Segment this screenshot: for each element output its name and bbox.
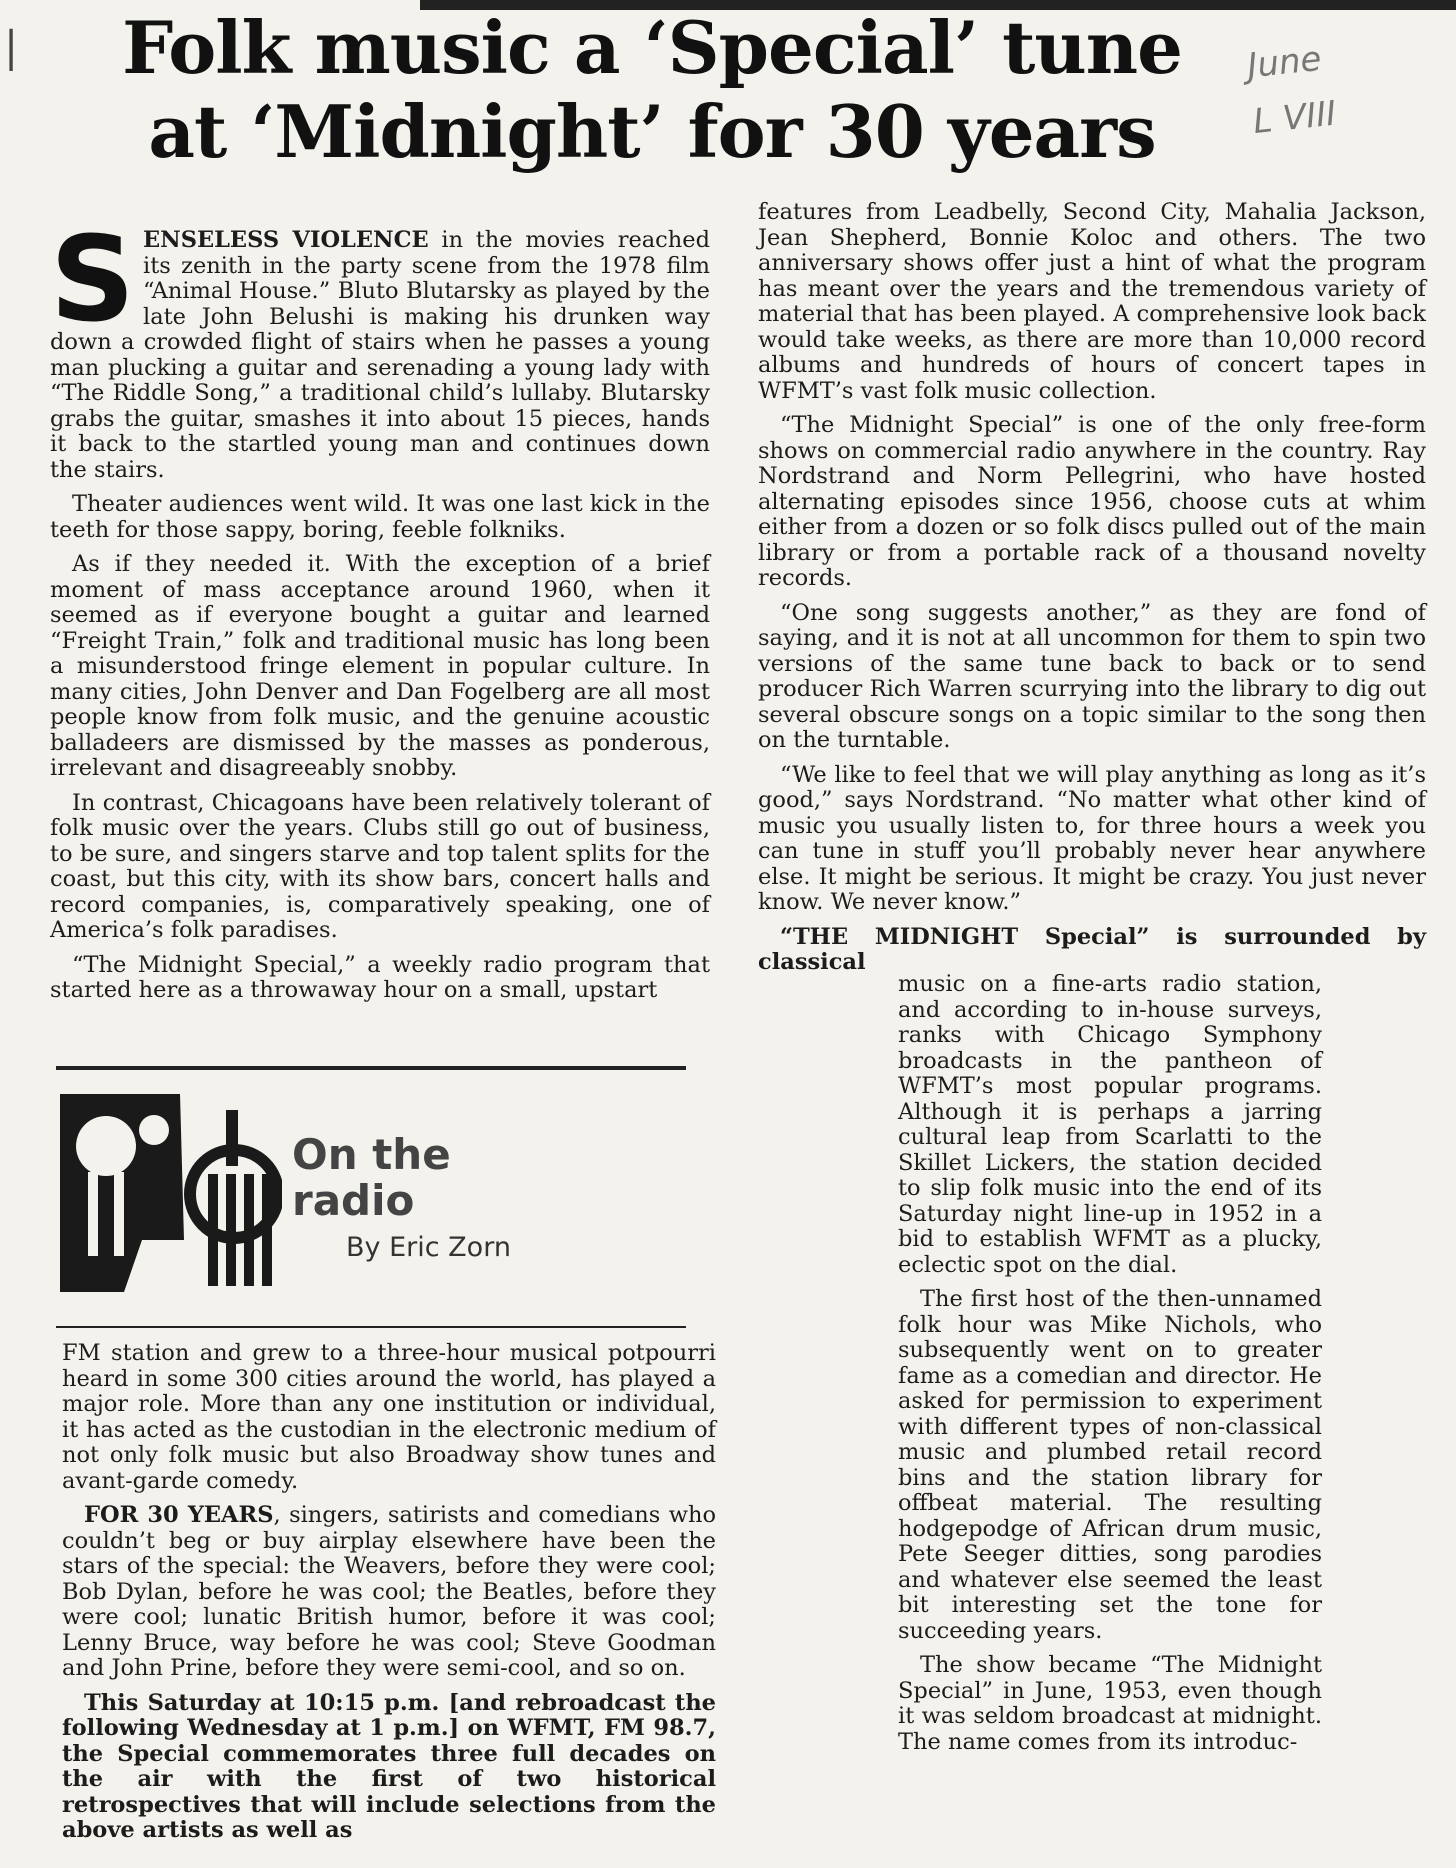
column-title-line-1: On the — [292, 1130, 451, 1179]
handwritten-note-line-2: L VIII — [1251, 93, 1339, 143]
article-paragraph-11: “One song suggests another,” as they are fond of saying, and it is not at all uncommon for them to spin two versions of the same tune back to back or to send producer Rich Warren scurrying into the library to dig out several obscure songs on a topic similar to the song then on the turntable. — [758, 599, 1426, 753]
headline-line-1: Folk music a ‘Special’ tune — [122, 5, 1182, 90]
column-title-line-2: radio — [292, 1176, 415, 1225]
article-column-2-top — [758, 200, 1426, 985]
article-paragraph-5: “The Midnight Special,” a weekly radio program that started here as a throwaway hour on a small, upstart — [50, 951, 710, 1003]
radio-head-icon — [58, 1090, 282, 1296]
article-paragraph-15: The first host of the then-unnamed folk hour was Mike Nichols, who subsequently went on to greater fame as a comedian and director. He asked for permission to experiment with different types of non-classical music and plumbed retail record bins and the station library for offbeat material. The resulting hodgepodge of African drum music, Pete Seeger ditties, song parodies and whatever else seemed the least bit interesting set the tone for succeeding years. — [898, 1286, 1322, 1644]
article-paragraph-10: “The Midnight Special” is one of the only free-form shows on commercial radio anywhere in the country. Ray Nordstrand and Norm Pellegrini, who have hosted alternating episodes since 1956, choose cuts at whim either from a dozen or so folk discs pulled out of the main library or from a portable rack of a thousand novelty records. — [758, 412, 1426, 591]
article-column-2-bottom — [898, 972, 1322, 1764]
handwritten-date-note — [1245, 22, 1416, 150]
column-title — [292, 1132, 451, 1224]
article-paragraph-6: FM station and grew to a three-hour musical potpourri heard in some 300 cities around the world, has played a major role. More than any one institution or individual, it has acted as the custodian in the electronic medium of not only folk music but also Broadway show tunes and avant-garde comedy. — [62, 1340, 716, 1494]
article-paragraph-3: As if they needed it. With the exception of a brief moment of mass acceptance around 1960, when it seemed as if everyone bought a guitar and learned “Freight Train,” folk and traditional music has long been a misunderstood fringe element in popular culture. In many cities, John Denver and Dan Fogelberg are all most people know from folk music, and the genuine acoustic balladeers are dismissed by the masses as ponderous, irrelevant and disagreeably snobby. — [50, 551, 710, 781]
article-paragraph-7 — [62, 1503, 716, 1682]
article-paragraph-16: The show became “The Midnight Special” in June, 1953, even though it was seldom broadcast at midnight. The name comes from its introduc- — [898, 1652, 1322, 1755]
article-paragraph-13: “THE MIDNIGHT Special” is surrounded by classical — [758, 923, 1426, 975]
article-paragraph-1 — [50, 210, 710, 483]
paragraph-lead-in: FOR 30 YEARS — [84, 1502, 274, 1528]
article-paragraph-4: In contrast, Chicagoans have been relatively tolerant of folk music over the years. Clubs still go out of business, to be sure, and singers starve and top talent splits for the coast, but this city, with its show bars, concert halls and record companies, is, comparatively speaking, one of America’s folk paradises. — [50, 789, 710, 943]
margin-mark: | — [4, 22, 19, 71]
headline-line-2: at ‘Midnight’ for 30 years — [148, 89, 1156, 174]
article-column-1-top — [50, 210, 710, 1013]
article-paragraph-14: music on a fine-arts radio station, and according to in-house surveys, ranks with Chicago Symphony broadcasts in the pantheon of WFMT’s most popular programs. Although it is perhaps a jarring cultural leap from Scarlatti to the Skillet Lickers, the station decided to slip folk music into the end of its Saturday night line-up in 1952 in a bid to establish WFMT as a plucky, eclectic spot on the dial. — [898, 971, 1322, 1278]
drop-cap: S — [50, 210, 135, 348]
paragraph-text: in the movies reached its zenith in the party scene from the 1978 film “Animal House.” Bluto Blutarsky as played by the late John Belushi is making his drunken way down a crowded flight of stairs when he passes a young man plucking a guitar and serenading a young lady with “The Riddle Song,” a traditional child’s lullaby. Blutarsky grabs the guitar, smashes it into about 15 pieces, hands it back to the startled young man and continues down the stairs. — [50, 227, 710, 483]
paragraph-lead-in: ENSELESS VIOLENCE — [143, 227, 429, 253]
article-paragraph-12: “We like to feel that we will play anything as long as it’s good,” says Nordstrand. “No matter what other kind of music you usually listen to, for three hours a week you can tune in stuff you’ll probably never hear anywhere else. It might be serious. It might be crazy. You just never know. We never know.” — [758, 761, 1426, 915]
article-paragraph-2: Theater audiences went wild. It was one last kick in the teeth for those sappy, boring, feeble folkniks. — [50, 491, 710, 543]
handwritten-note-line-1: June — [1245, 38, 1324, 87]
article-paragraph-9: features from Leadbelly, Second City, Mahalia Jackson, Jean Shepherd, Bonnie Koloc and others. The two anniversary shows offer just a hint of what the program has meant over the years and the tremendous variety of material that has been played. A comprehensive look back would take weeks, as there are more than 10,000 record albums and hundreds of hours of concert tapes in WFMT’s vast folk music collection. — [758, 199, 1426, 404]
headline — [62, 6, 1242, 174]
article-paragraph-8: This Saturday at 10:15 p.m. [and rebroadcast the following Wednesday at 1 p.m.] on WFMT, FM 98.7, the Special commemorates three full decades on the air with the first of two historical retrospectives that will include selections from the above artists as well as — [62, 1689, 716, 1843]
article-column-1-bottom — [62, 1341, 716, 1853]
paragraph-text: , singers, satirists and comedians who couldn’t beg or buy airplay elsewhere have been the stars of the special: the Weavers, before they were cool; Bob Dylan, before he was cool; the Beatles, before they were cool; lunatic British humor, before it was cool; Lenny Bruce, way before he was cool; Steve Goodman and John Prine, before they were semi-cool, and so on. — [62, 1502, 717, 1681]
byline: By Eric Zorn — [346, 1232, 511, 1263]
column-signature — [56, 1066, 686, 1328]
